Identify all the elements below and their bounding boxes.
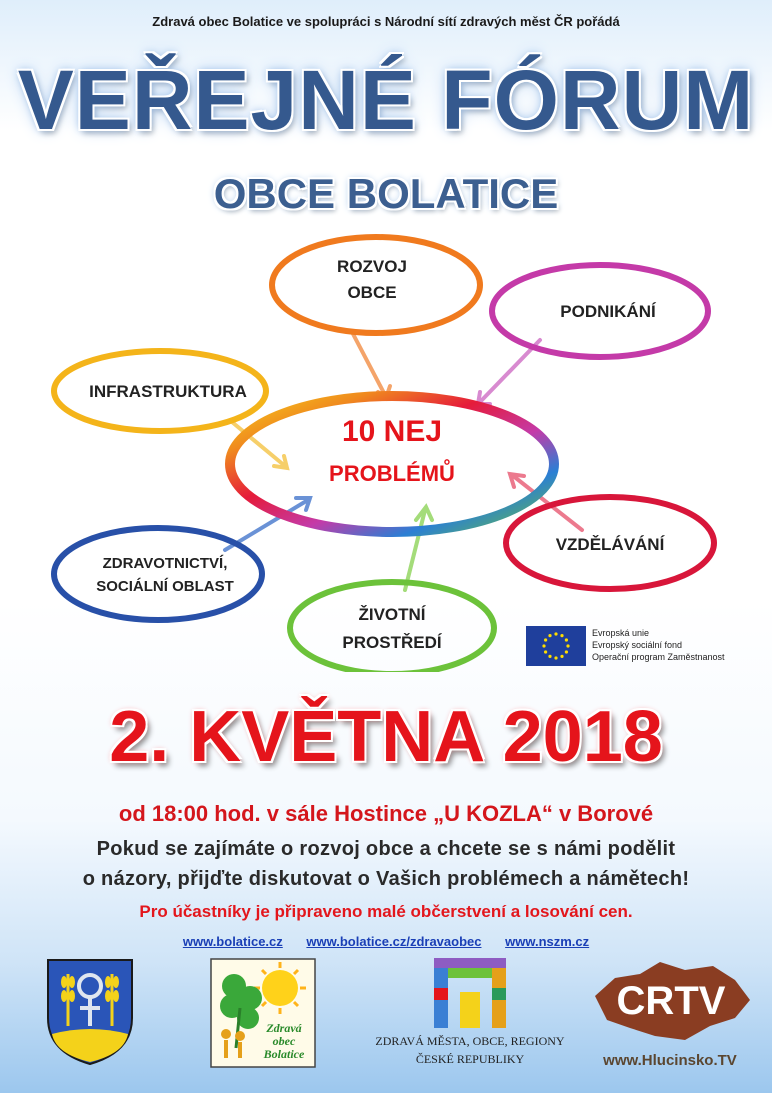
- topic-rozvoj-line1: ROZVOJ: [337, 257, 407, 276]
- eu-line-2: Evropský sociální fond: [592, 640, 683, 650]
- links-row: [0, 934, 772, 949]
- network-logo-icon: [360, 958, 580, 1030]
- zdrava-obec-logo: [210, 958, 316, 1068]
- eu-funding-text: [592, 627, 725, 663]
- topic-zdravotnictvi-line2: SOCIÁLNÍ OBLAST: [96, 578, 234, 595]
- bolatice-crest-icon: [44, 956, 136, 1066]
- network-caption-1: ZDRAVÁ MĚSTA, OBCE, REGIONY: [375, 1034, 565, 1048]
- czech-map-icon: [585, 956, 755, 1048]
- network-logo: [360, 958, 580, 1074]
- network-caption-2: ČESKÉ REPUBLIKY: [415, 1052, 525, 1066]
- topic-podnikani: PODNIKÁNÍ: [560, 302, 656, 321]
- center-title: 10 NEJ: [341, 415, 443, 448]
- zdrava-logo-line2: obec: [272, 1034, 296, 1048]
- intro-text: Zdravá obec Bolatice ve spolupráci s Národní sítí zdravých měst ČR pořádá: [152, 14, 620, 29]
- invite-line-2: o názory, přijďte diskutovat o Vašich problémech a námětech!: [82, 868, 690, 890]
- invite-line-1: Pokud se zajímáte o rozvoj obce a chcete se s námi podělit: [96, 838, 676, 860]
- eu-line-1: Evropská unie: [592, 628, 650, 638]
- center-subtitle: PROBLÉMŮ: [329, 461, 455, 486]
- link-nszm[interactable]: www.nszm.cz: [505, 934, 590, 949]
- page-title: VEŘEJNÉ FÓRUM: [17, 53, 755, 147]
- topic-vzdelavani: VZDĚLÁVÁNÍ: [555, 535, 665, 554]
- topic-zivotni-line2: PROSTŘEDÍ: [342, 633, 442, 652]
- topic-rozvoj-line2: OBCE: [347, 283, 397, 302]
- topic-zdravotnictvi-line1: ZDRAVOTNICTVÍ,: [102, 555, 228, 572]
- crtv-wordmark: CRTV: [616, 979, 726, 1023]
- zdrava-logo-line3: Bolatice: [263, 1047, 305, 1061]
- eu-funding-box: [526, 626, 766, 666]
- topic-ellipse-zivotni: [290, 582, 494, 672]
- eu-line-3: Operační program Zaměstnanost: [592, 652, 725, 662]
- topic-zivotni-line1: ŽIVOTNÍ: [358, 605, 426, 624]
- link-bolatice[interactable]: www.bolatice.cz: [182, 934, 283, 949]
- topic-infrastruktura: INFRASTRUKTURA: [89, 382, 247, 401]
- crtv-url: www.Hlucinsko.TV: [603, 1052, 737, 1069]
- crtv-logo: [585, 956, 755, 1076]
- topic-ellipse-zdravotnictvi: [54, 528, 262, 620]
- link-zdravaobec[interactable]: www.bolatice.cz/zdravaobec: [306, 934, 482, 949]
- topics-diagram: [0, 232, 772, 672]
- refreshments-note: Pro účastníky je připraveno malé občerstvení a losování cen.: [139, 902, 633, 921]
- eu-flag-icon: [526, 626, 586, 666]
- event-date: 2. KVĚTNA 2018: [109, 697, 663, 777]
- zdrava-logo-line1: Zdravá: [266, 1021, 302, 1035]
- event-time-place: od 18:00 hod. v sále Hostince „U KOZLA“ v Borové: [118, 801, 654, 826]
- page-subtitle: OBCE BOLATICE: [213, 170, 559, 217]
